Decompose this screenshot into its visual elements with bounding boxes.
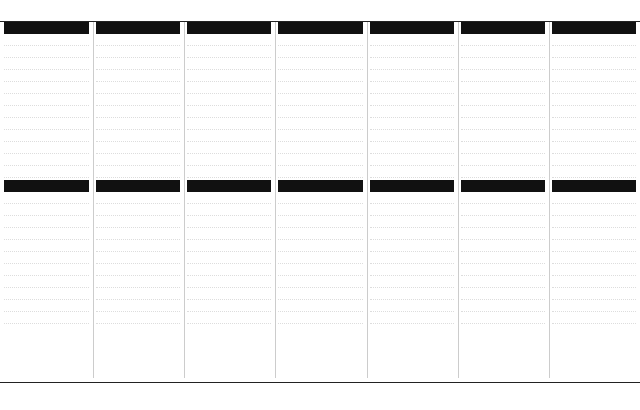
section-heading xyxy=(461,22,545,34)
text-line xyxy=(96,302,180,312)
section-heading xyxy=(96,22,180,34)
text-line xyxy=(96,168,180,178)
section-heading xyxy=(278,180,362,192)
text-line xyxy=(461,218,545,228)
text-line xyxy=(370,278,454,288)
text-line xyxy=(461,96,545,106)
text-line xyxy=(552,194,636,204)
text-line xyxy=(96,156,180,166)
text-line xyxy=(187,230,271,240)
text-line xyxy=(278,230,362,240)
text-line xyxy=(461,156,545,166)
text-line xyxy=(278,108,362,118)
text-line xyxy=(552,314,636,324)
text-line xyxy=(4,60,89,70)
text-line xyxy=(187,48,271,58)
section-heading xyxy=(370,180,454,192)
text-line xyxy=(4,230,89,240)
text-line xyxy=(4,194,89,204)
text-line xyxy=(370,266,454,276)
text-line xyxy=(278,290,362,300)
text-line xyxy=(4,132,89,142)
document-header xyxy=(0,0,640,22)
text-line xyxy=(4,108,89,118)
text-line xyxy=(4,36,89,46)
document-footer xyxy=(0,382,640,410)
text-line xyxy=(4,84,89,94)
text-line xyxy=(370,194,454,204)
section-heading xyxy=(187,180,271,192)
text-line xyxy=(278,314,362,324)
text-line xyxy=(461,144,545,154)
text-line xyxy=(96,108,180,118)
text-line xyxy=(370,48,454,58)
text-line xyxy=(4,144,89,154)
text-line xyxy=(96,132,180,142)
text-line xyxy=(96,278,180,288)
text-line xyxy=(278,132,362,142)
text-line xyxy=(461,120,545,130)
text-line xyxy=(278,254,362,264)
text-line xyxy=(278,48,362,58)
text-line xyxy=(96,218,180,228)
section-heading xyxy=(461,180,545,192)
text-line xyxy=(4,218,89,228)
text-line xyxy=(187,218,271,228)
text-line xyxy=(4,302,89,312)
text-line xyxy=(278,60,362,70)
text-line xyxy=(187,206,271,216)
text-line xyxy=(552,266,636,276)
text-line xyxy=(552,96,636,106)
text-line xyxy=(552,108,636,118)
text-line xyxy=(552,206,636,216)
text-line xyxy=(370,230,454,240)
text-line xyxy=(96,230,180,240)
text-line xyxy=(187,120,271,130)
text-column xyxy=(458,22,547,378)
text-line xyxy=(187,60,271,70)
text-line xyxy=(552,290,636,300)
text-line xyxy=(461,278,545,288)
text-line xyxy=(461,60,545,70)
text-line xyxy=(370,108,454,118)
text-line xyxy=(96,48,180,58)
text-line xyxy=(552,230,636,240)
text-column xyxy=(549,22,638,378)
text-line xyxy=(96,254,180,264)
text-line xyxy=(370,132,454,142)
text-line xyxy=(96,84,180,94)
text-line xyxy=(278,120,362,130)
text-line xyxy=(278,84,362,94)
text-line xyxy=(370,290,454,300)
text-line xyxy=(4,120,89,130)
text-line xyxy=(187,290,271,300)
text-line xyxy=(96,194,180,204)
text-line xyxy=(552,48,636,58)
text-line xyxy=(96,120,180,130)
text-line xyxy=(278,156,362,166)
text-line xyxy=(370,36,454,46)
text-line xyxy=(278,168,362,178)
text-line xyxy=(4,156,89,166)
text-line xyxy=(461,290,545,300)
text-line xyxy=(187,144,271,154)
text-line xyxy=(4,96,89,106)
text-line xyxy=(552,168,636,178)
text-line xyxy=(552,60,636,70)
text-line xyxy=(278,278,362,288)
text-line xyxy=(187,72,271,82)
text-line xyxy=(187,314,271,324)
section-heading xyxy=(552,180,636,192)
text-line xyxy=(4,242,89,252)
text-line xyxy=(552,36,636,46)
text-line xyxy=(552,132,636,142)
text-line xyxy=(96,96,180,106)
text-line xyxy=(552,72,636,82)
text-line xyxy=(187,132,271,142)
text-line xyxy=(187,108,271,118)
text-column xyxy=(93,22,182,378)
text-line xyxy=(278,96,362,106)
text-line xyxy=(96,36,180,46)
section-heading xyxy=(187,22,271,34)
section-heading xyxy=(370,22,454,34)
text-line xyxy=(187,242,271,252)
text-line xyxy=(370,218,454,228)
text-line xyxy=(96,314,180,324)
text-column xyxy=(2,22,91,378)
text-line xyxy=(552,254,636,264)
text-line xyxy=(187,254,271,264)
text-line xyxy=(187,278,271,288)
text-line xyxy=(278,266,362,276)
text-line xyxy=(370,242,454,252)
text-line xyxy=(461,36,545,46)
text-line xyxy=(552,242,636,252)
text-line xyxy=(370,314,454,324)
text-line xyxy=(370,168,454,178)
text-column xyxy=(367,22,456,378)
text-line xyxy=(4,72,89,82)
text-line xyxy=(4,314,89,324)
text-column xyxy=(275,22,364,378)
text-line xyxy=(4,48,89,58)
text-line xyxy=(461,254,545,264)
text-line xyxy=(96,290,180,300)
text-line xyxy=(552,120,636,130)
text-line xyxy=(461,72,545,82)
text-line xyxy=(552,278,636,288)
text-line xyxy=(4,290,89,300)
text-line xyxy=(370,120,454,130)
text-line xyxy=(461,168,545,178)
section-heading xyxy=(96,180,180,192)
text-line xyxy=(187,302,271,312)
text-columns xyxy=(0,22,640,378)
text-line xyxy=(552,156,636,166)
text-line xyxy=(461,108,545,118)
section-heading xyxy=(552,22,636,34)
text-line xyxy=(461,194,545,204)
text-line xyxy=(187,84,271,94)
section-heading xyxy=(4,22,89,34)
text-line xyxy=(552,144,636,154)
text-line xyxy=(370,254,454,264)
text-line xyxy=(370,72,454,82)
text-line xyxy=(461,132,545,142)
text-line xyxy=(461,242,545,252)
text-line xyxy=(552,84,636,94)
text-line xyxy=(278,206,362,216)
text-line xyxy=(4,266,89,276)
text-line xyxy=(552,218,636,228)
section-heading xyxy=(4,180,89,192)
text-line xyxy=(96,266,180,276)
text-line xyxy=(187,194,271,204)
text-line xyxy=(461,206,545,216)
text-line xyxy=(370,156,454,166)
text-line xyxy=(4,206,89,216)
text-line xyxy=(96,72,180,82)
text-line xyxy=(278,144,362,154)
text-line xyxy=(96,144,180,154)
text-line xyxy=(187,168,271,178)
text-line xyxy=(370,60,454,70)
text-line xyxy=(278,242,362,252)
text-line xyxy=(278,72,362,82)
text-line xyxy=(187,96,271,106)
text-line xyxy=(461,314,545,324)
text-line xyxy=(187,36,271,46)
text-column xyxy=(184,22,273,378)
text-line xyxy=(461,302,545,312)
text-line xyxy=(96,60,180,70)
text-line xyxy=(552,302,636,312)
text-line xyxy=(4,168,89,178)
text-line xyxy=(4,278,89,288)
text-line xyxy=(461,48,545,58)
text-line xyxy=(370,96,454,106)
text-line xyxy=(278,194,362,204)
text-line xyxy=(278,36,362,46)
text-line xyxy=(278,302,362,312)
text-line xyxy=(278,218,362,228)
text-line xyxy=(370,206,454,216)
text-line xyxy=(461,230,545,240)
text-line xyxy=(4,254,89,264)
section-heading xyxy=(278,22,362,34)
text-line xyxy=(187,266,271,276)
text-line xyxy=(96,242,180,252)
text-line xyxy=(370,302,454,312)
text-line xyxy=(96,206,180,216)
text-line xyxy=(461,266,545,276)
text-line xyxy=(370,84,454,94)
text-line xyxy=(187,156,271,166)
text-line xyxy=(461,84,545,94)
text-line xyxy=(370,144,454,154)
